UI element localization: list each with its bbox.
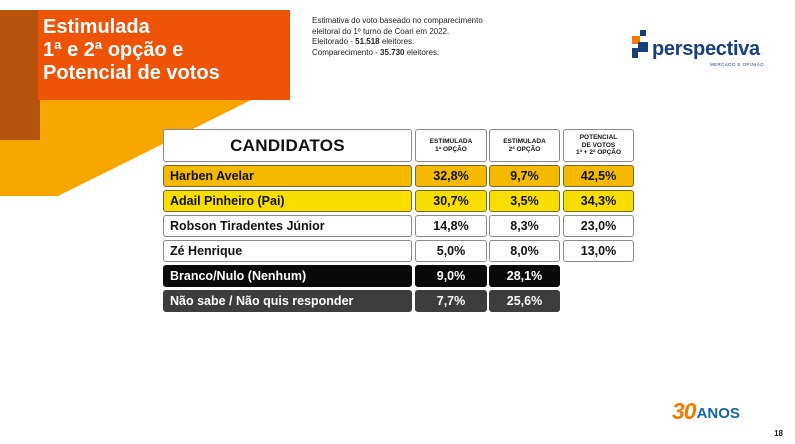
note-line-1: Estimativa do voto baseado no comparecimento: [312, 16, 483, 25]
row-6-first-option: 7,7%: [415, 290, 487, 312]
row-3-potential: 23,0%: [563, 215, 634, 237]
header-potential-line-2: DE VOTOS: [581, 141, 616, 149]
row-3-second-option: 8,3%: [489, 215, 560, 237]
header-second-option-line-1: ESTIMULADA: [503, 138, 546, 145]
note-line-3: [312, 37, 552, 48]
note-electorate-suffix: eleitores.: [379, 37, 415, 46]
row-4-first-option: 5,0%: [415, 240, 487, 262]
page-title: [43, 16, 283, 85]
page-number: 18: [774, 429, 783, 438]
header-potential-line-3: 1ª + 2ª OPÇÃO: [575, 149, 622, 157]
row-4-second-option: 8,0%: [489, 240, 560, 262]
row-1-candidate-name: Harben Avelar: [163, 165, 412, 187]
row-1-second-option: 9,7%: [489, 165, 560, 187]
row-6-second-option: 25,6%: [489, 290, 560, 312]
row-2-first-option: 30,7%: [415, 190, 487, 212]
note-turnout-label: Comparecimento -: [312, 47, 381, 57]
anniversary-number: 30: [672, 398, 696, 424]
row-5-candidate-name: Branco/Nulo (Nenhum): [163, 265, 412, 287]
perspectiva-logo: [630, 28, 770, 74]
row-5-first-option: 9,0%: [415, 265, 487, 287]
header-potential-votes: [563, 129, 634, 162]
note-line-2: eleitoral do 1º turno de Coari em 2022.: [312, 26, 450, 36]
note-electorate-label: Eleitorado -: [312, 37, 356, 46]
row-4-potential: 13,0%: [563, 240, 634, 262]
row-1-potential: 42,5%: [563, 165, 634, 187]
logo-wordmark: perspectiva: [652, 38, 760, 60]
row-2-candidate-name: Adail Pinheiro (Pai): [163, 190, 412, 212]
methodology-note: [312, 16, 552, 58]
page-title-line-2: 1ª e 2ª opção e: [43, 39, 184, 61]
header-second-option: [489, 129, 560, 162]
header-first-option-line-1: ESTIMULADA: [429, 138, 473, 145]
header-first-option: [415, 129, 487, 162]
anniversary-logo: [672, 398, 740, 425]
header-potential-line-1: POTENCIAL: [579, 134, 618, 142]
page-title-line-3: Potencial de votos: [43, 62, 220, 84]
anniversary-word: ANOS: [696, 405, 740, 422]
header-second-option-line-2: 2ª OPÇÃO: [508, 145, 541, 153]
note-electorate-value: 51.518: [355, 37, 380, 46]
row-4-candidate-name: Zé Henrique: [163, 240, 412, 262]
row-3-first-option: 14,8%: [415, 215, 487, 237]
note-line-4: [312, 48, 552, 59]
logo-mark-icon: [630, 30, 652, 60]
row-5-second-option: 28,1%: [489, 265, 560, 287]
row-2-second-option: 3,5%: [489, 190, 560, 212]
row-1-first-option: 32,8%: [415, 165, 487, 187]
header-candidates: CANDIDATOS: [163, 129, 412, 162]
row-3-candidate-name: Robson Tiradentes Júnior: [163, 215, 412, 237]
page-title-line-1: Estimulada: [43, 16, 150, 38]
banner-shade: [0, 10, 40, 140]
note-turnout-value: 35.730: [380, 47, 405, 57]
note-turnout-suffix: eleitores.: [404, 47, 440, 57]
logo-tagline: MERCADO E OPINIÃO: [710, 62, 765, 67]
header-first-option-line-2: 1ª OPÇÃO: [435, 145, 467, 153]
row-6-candidate-name: Não sabe / Não quis responder: [163, 290, 412, 312]
row-2-potential: 34,3%: [563, 190, 634, 212]
